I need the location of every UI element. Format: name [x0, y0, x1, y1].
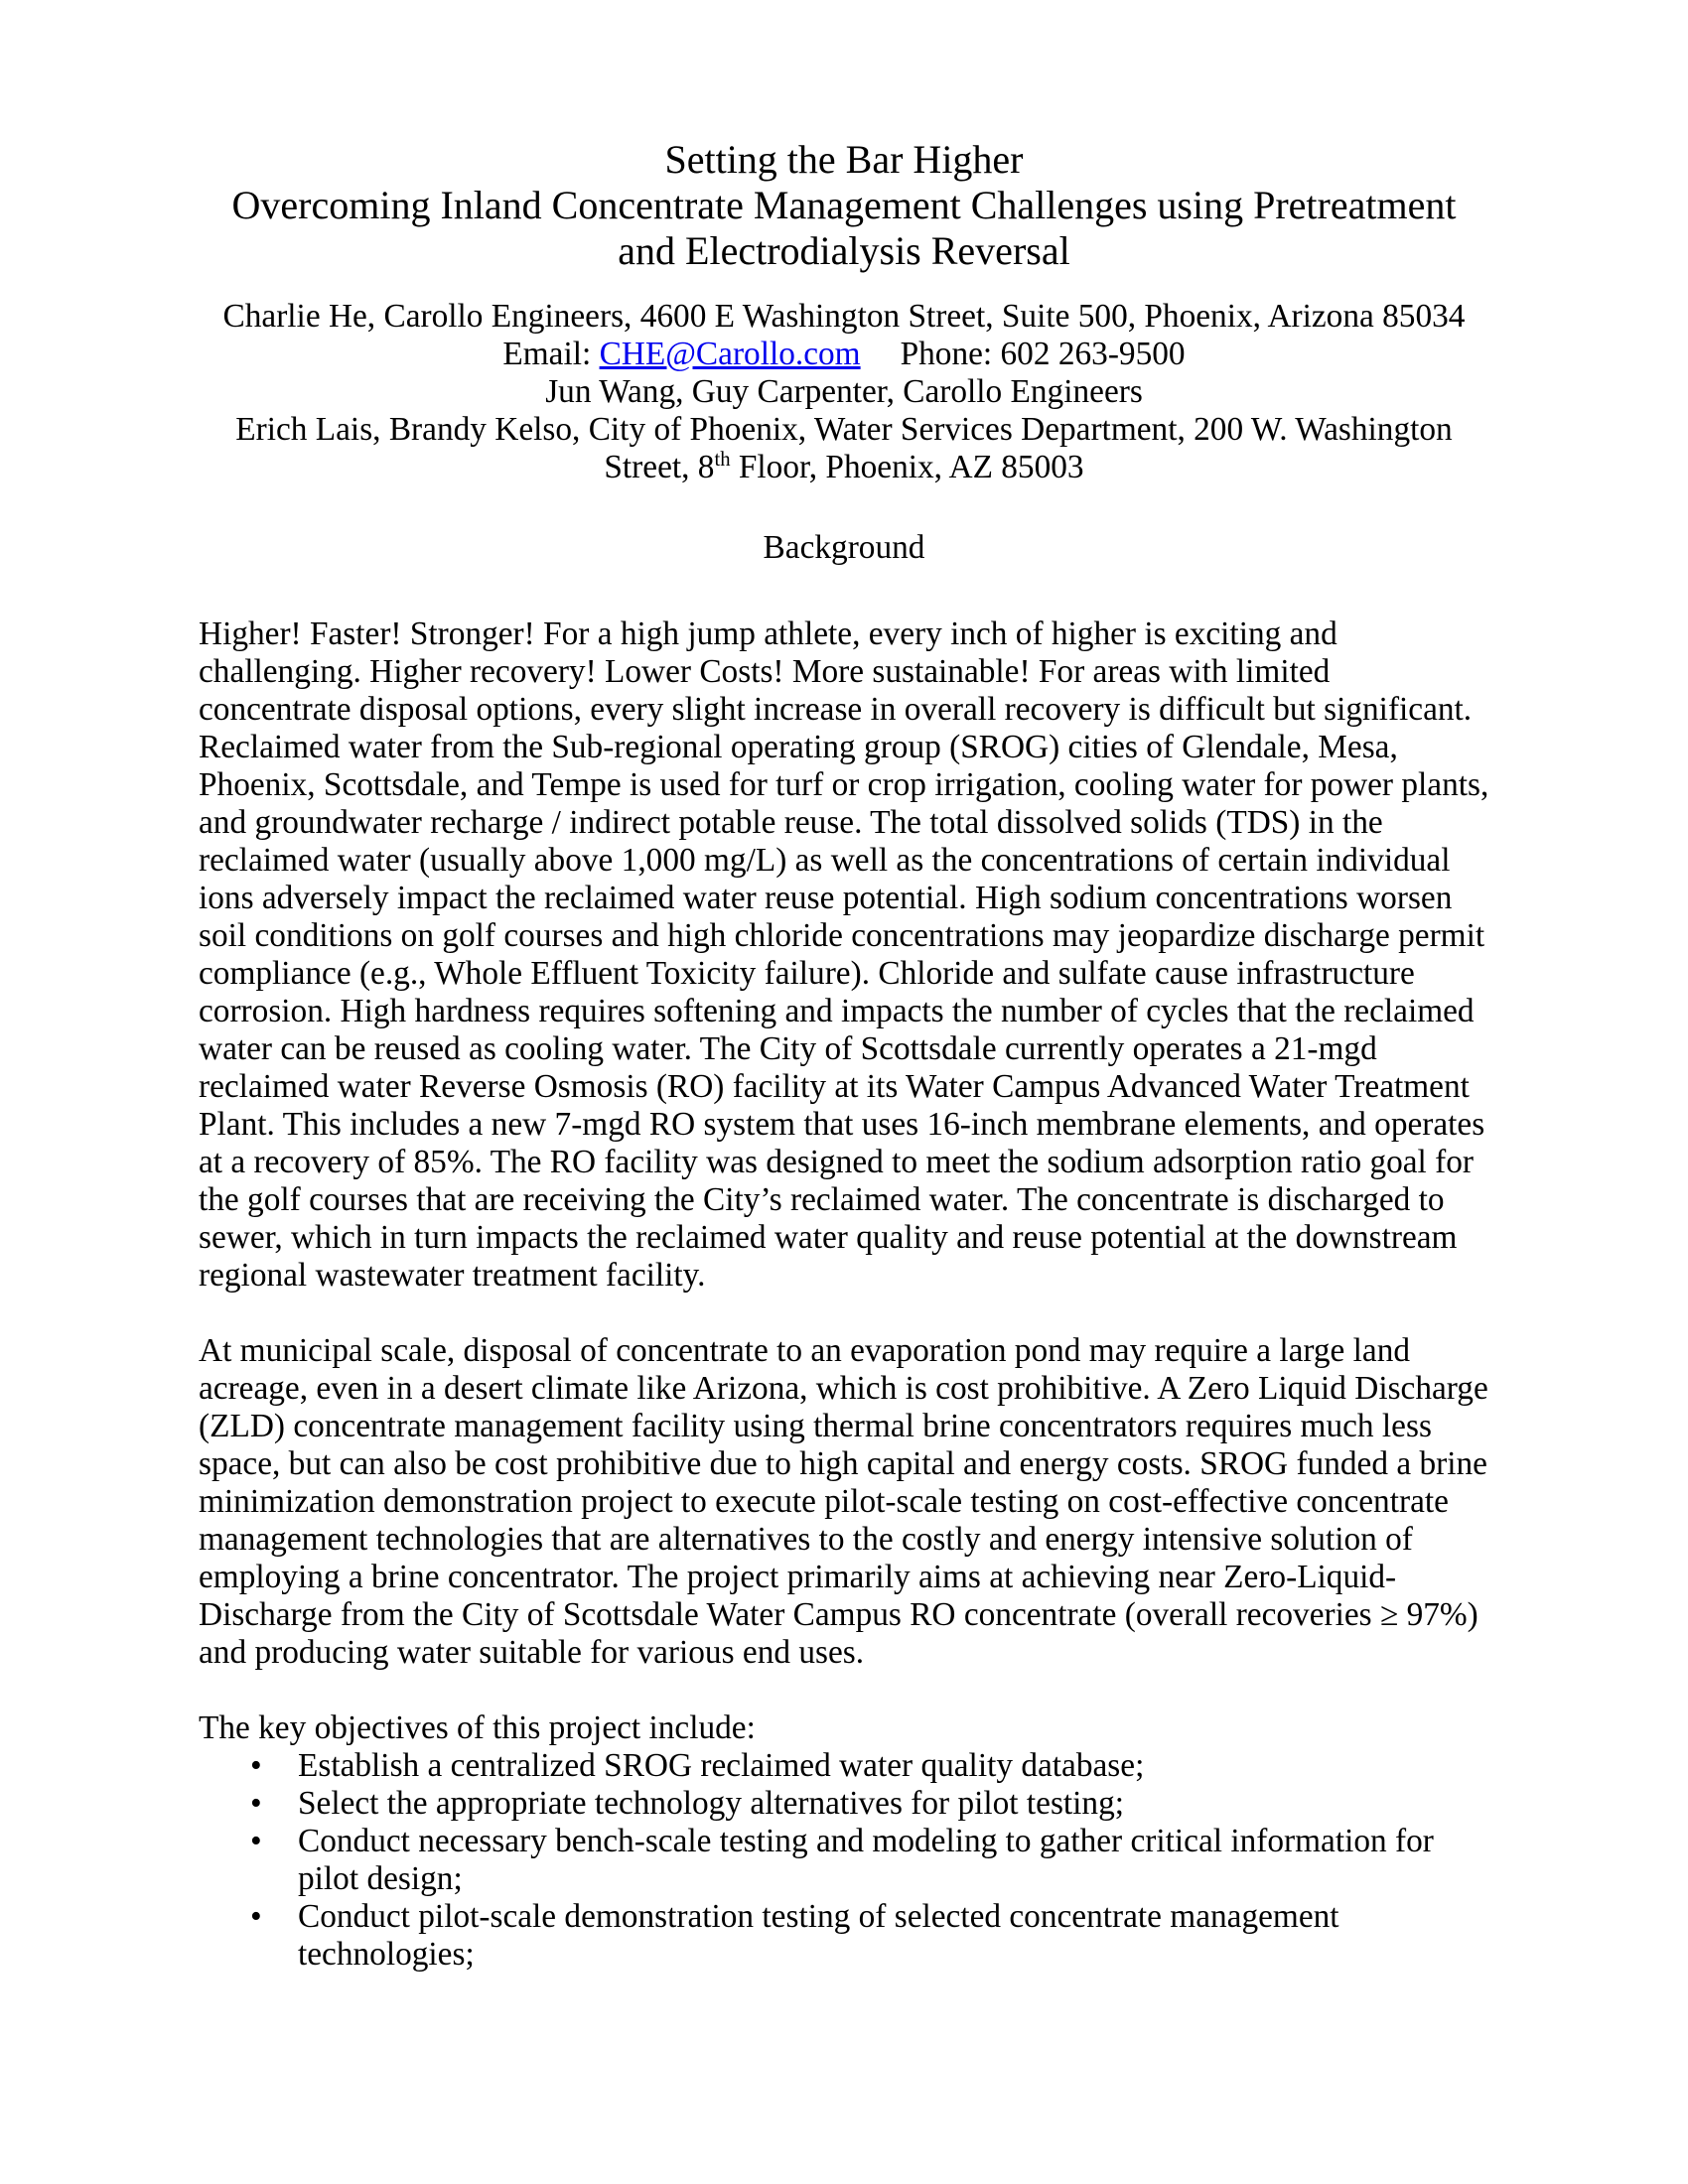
- background-heading: Background: [763, 529, 925, 566]
- list-item: [199, 1747, 1489, 1785]
- list-item-text: Select the appropriate technology alternatives for pilot testing;: [298, 1785, 1125, 1822]
- bullet-icon: •: [250, 1747, 262, 1784]
- author-line-contact: [199, 336, 1489, 373]
- list-item-text: Establish a centralized SROG reclaimed water quality database;: [298, 1747, 1145, 1784]
- list-item-text: Conduct necessary bench-scale testing and modeling to gather critical information for pilot design;: [298, 1823, 1434, 1897]
- bullet-icon: •: [250, 1823, 262, 1859]
- bullet-icon: •: [250, 1785, 262, 1822]
- document-title: [199, 137, 1489, 274]
- objectives-intro: The key objectives of this project include:: [199, 1709, 756, 1746]
- title-line-3: and Electrodialysis Reversal: [618, 228, 1070, 273]
- list-item: [199, 1785, 1489, 1823]
- email-link[interactable]: CHE@Carollo.com: [599, 336, 861, 372]
- background-paragraph-2: At municipal scale, disposal of concentrate to an evaporation pond may require a large land acreage, even in a desert climate like Arizona, which is cost prohibitive. A Zero Liquid Discharge (ZLD) concentrate management facility using thermal brine concentrators requires much less space, but can also be cost prohibitive due to high capital and energy costs. SROG funded a brine minimization demonstration project to execute pilot-scale testing on cost-effective concentrate management technologies that are alternatives to the costly and energy intensive solution of employing a brine concentrator. The project primarily aims at achieving near Zero-Liquid-Discharge from the City of Scottsdale Water Campus RO concentrate (overall recoveries ≥ 97%) and producing water suitable for various end uses.: [199, 1332, 1488, 1671]
- address-suffix: Floor, Phoenix, AZ 85003: [730, 449, 1084, 485]
- background-paragraph-1: Higher! Faster! Stronger! For a high jump athlete, every inch of higher is exciting and challenging. Higher recovery! Lower Costs! More sustainable! For areas with limited concentrate disposal options, every slight increase in overall recovery is difficult but significant. Reclaimed water from the Sub-regional operating group (SROG) cities of Glendale, Mesa, Phoenix, Scottsdale, and Tempe is used for turf or crop irrigation, cooling water for power plants, and groundwater recharge / indirect potable reuse. The total dissolved solids (TDS) in the reclaimed water (usually above 1,000 mg/L) as well as the concentrations of certain individual ions adversely impact the reclaimed water reuse potential. High sodium concentrations worsen soil conditions on golf courses and high chloride concentrations may jeopardize discharge permit compliance (e.g., Whole Effluent Toxicity failure). Chloride and sulfate cause infrastructure corrosion. High hardness requires softening and impacts the number of cycles that the reclaimed water can be reused as cooling water. The City of Scottsdale currently operates a 21-mgd reclaimed water Reverse Osmosis (RO) facility at its Water Campus Advanced Water Treatment Plant. This includes a new 7-mgd RO system that uses 16-inch membrane elements, and operates at a recovery of 85%. The RO facility was designed to meet the sodium adsorption ratio goal for the golf courses that are receiving the City’s reclaimed water. The concentrate is discharged to sewer, which in turn impacts the reclaimed water quality and reuse potential at the downstream regional wastewater treatment facility.: [199, 615, 1489, 1294]
- author-line-address: Charlie He, Carollo Engineers, 4600 E Washington Street, Suite 500, Phoenix, Arizona 85034: [222, 298, 1466, 335]
- list-item: [199, 1823, 1489, 1898]
- title-line-1: Setting the Bar Higher: [664, 137, 1024, 182]
- list-item: [199, 1898, 1489, 1974]
- author-line-city-authors: Erich Lais, Brandy Kelso, City of Phoenix, Water Services Department, 200 W. Washington: [235, 411, 1453, 448]
- phone-text: Phone: 602 263-9500: [900, 336, 1186, 372]
- email-label: Email:: [502, 336, 600, 372]
- objectives-list: [199, 1747, 1489, 1974]
- title-line-2: Overcoming Inland Concentrate Management Challenges using Pretreatment: [231, 183, 1457, 227]
- ordinal-superscript: th: [714, 448, 731, 471]
- bullet-icon: •: [250, 1898, 262, 1935]
- address-prefix: Street, 8: [604, 449, 715, 485]
- author-line-coauthors: Jun Wang, Guy Carpenter, Carollo Engineers: [545, 373, 1143, 410]
- author-line-city-address: [199, 449, 1489, 486]
- list-item-text: Conduct pilot-scale demonstration testing of selected concentrate management technologies;: [298, 1898, 1339, 1973]
- author-block: [199, 298, 1489, 486]
